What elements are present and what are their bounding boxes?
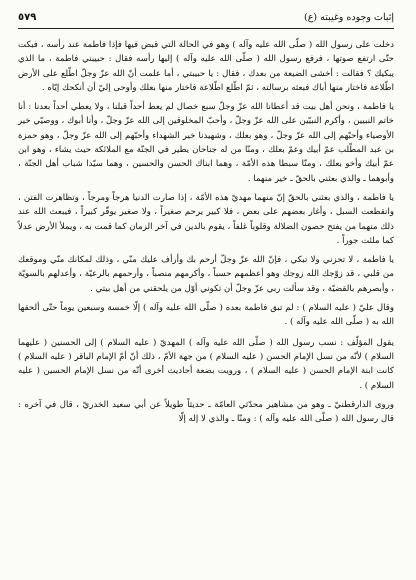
paragraph: يا فاطمة ، لا تحزني ولا تبكي ، فإنّ الله عزّ وجلّ أرحم بك وأرأف عليك منّي ، وذلك لمكانك منّي وموقعك من قلبي ، قد زوّجك الله زوجك وهو أعظمهم حسباً ، وأكرمهم منصباً ، وأرحمهم بالرعيّة ، وأعدلهم بالسويّة ، وأبصرهم بالقضيّة ، وقد سألت ربي عزّ وجلّ أن تكوني أوّل من يلحقني من أهل بيتي . — [18, 255, 394, 294]
paragraph: يا فاطمة ، ونحن أهل بيت قد أعطانا الله عزّ وجلّ سبع خصال لم يعط أحداً قبلنا ، ولا يعطي أحداً بعدنا : أنا خاتم النبيين ، وأكرم النبيّين على الله عزّ وجلّ ، وأحبّ المخلوقين إلى الله عزّ وجلّ ، وأنا أبوك ، ووصيّي خير الأوصياء وأحبّهم إلى الله عزّ وجلّ ، وهو بعلك ، وشهيدنا خير الشهداء وأحبّهم إلى الله عزّ وجلّ ، وهو حمزة بن عبد المطّلب عمّ أبيك وعمّ بعلك ، ومنّا من له جناحان يطير في الجنّة مع الملائكة حيث يشاء ، وهو ابن عمّ أبيك وأخو بعلك ، ومنّا سبطا هذه الأمّة ، وهما ابناك الحسن والحسين ، وهما سيّدا شباب أهل الجنّة ، وأبوهما ـ والذي بعثني بالحقّ ـ خير منهما . — [18, 102, 394, 184]
paragraph: يا فاطمة ، والذي بعثني بالحقّ إنّ منهما مهديّ هذه الأمّة ، إذا صارت الدنيا هرجاً ومرجاً ، وتظاهرت الفتن ، وانقطعت السبل ، وأغار بعضهم على بعض ، فلا كبير يرحم صغيراً ، ولا صغير يوقّر كبيراً ، فيبعث الله عند ذلك منهما من يفتح حصون الضلالة وقلوباً غلفاً ، يقوم بالدين في آخر الزمان كما قمت به ، ويملأ الأرض عدلاً كما ملئت جوراً . — [18, 192, 394, 246]
page-body — [18, 38, 394, 431]
paragraph: يقول المؤلّف : نسب رسول الله ( صلّى الله عليه وآله ) المهديّ ( عليه السلام ) إلى الحسنين ( عليهما السلام ) لأنّه من نسل الإمام الحسن ( عليه السلام ) من جهة الأمّ ، ذلك أنّ أمّ الإمام الباقر ( عليه السلام ) كانت ابنة الإمام الحسن ( عليه السلام ) ، ورويت بضعة أحاديث أخرى أنّه من نسل الإمام الحسين ( عليه السلام ) . — [18, 337, 394, 391]
running-title: إثبات وجوده وغيبته (ع) — [304, 12, 394, 23]
page-header — [18, 11, 394, 29]
paragraph: دخلت على رسول الله ( صلّى الله عليه وآله ) وهو في الحالة التي قبض فيها فإذا فاطمة عند رأسه ، فبكت حتّى ارتفع صوتها ، فرفع رسول الله ( صلّى الله عليه وآله ) إليها رأسه فقال : حبيبتي فاطمة ، ما الذي يبكيك ؟ فقالت : أخشى الضيعة من بعدك ، فقال : يا حبيبتي ، أما علمت أنّ الله عزّ وجلّ اطّلع على الأرض اطّلاعة فاختار منها أباك فبعثه برسالته ، ثمّ اطّلع اطّلاعة فاختار منها بعلك وأوحى إليّ أن أنكحك إيّاه . — [18, 40, 394, 93]
page-number: ٥٧٩ — [18, 12, 37, 23]
paragraph: وقال عليّ ( عليه السلام ) : لم تبق فاطمة بعده ( صلّى الله عليه وآله ) إلّا خمسة وسبعين يوماً حتّى ألحقها الله به ( صلّى الله عليه وآله ) . — [18, 303, 394, 328]
paragraph: وروى الدارقطنيّ ـ وهو من مشاهير محدّثي العامّة ـ حديثاً طويلاً عن أبي سعيد الخدريّ ، قال في آخره : قال رسول الله ( صلّى الله عليه وآله ) : ومنّا ـ والذي لا إله إلّا — [18, 399, 394, 425]
